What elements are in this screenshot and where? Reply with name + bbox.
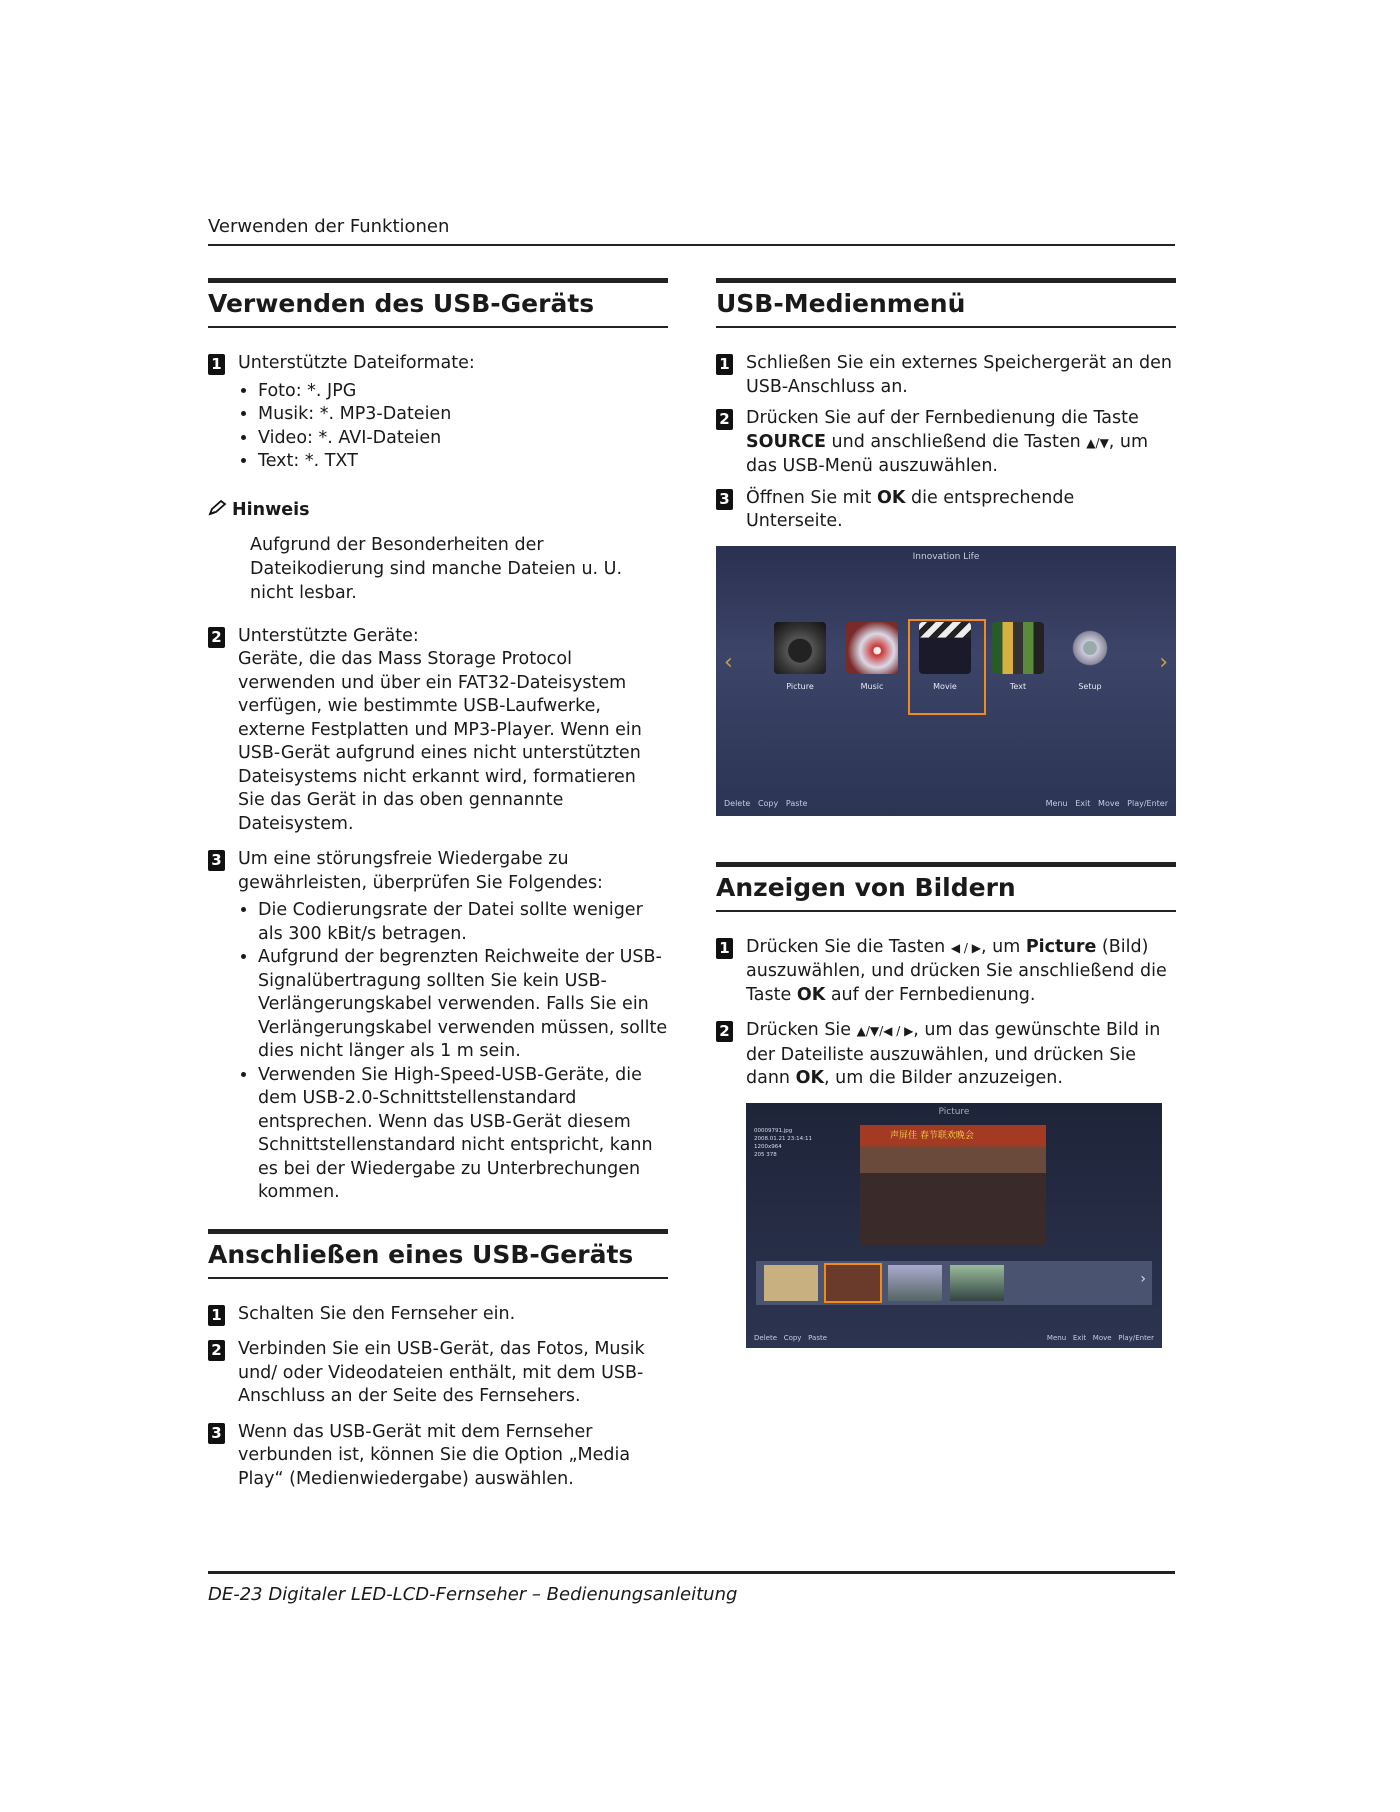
thumbnail (950, 1265, 1004, 1301)
step-number: 2 (208, 1340, 225, 1361)
menu-item-movie: Movie (913, 622, 977, 691)
thumbnail-strip (756, 1261, 1152, 1305)
format-list (238, 380, 668, 474)
step-number: 1 (716, 354, 733, 375)
section-heading-media-menu: USB-Medienmenü (716, 278, 1176, 328)
section-heading-usb-device: Verwenden des USB-Geräts (208, 278, 668, 328)
step-number: 3 (716, 489, 733, 510)
step-text: Drücken Sie auf der Fernbedienung die Taste SOURCE und anschließend die Tasten ▲/▼, um das USB-Menü auszuwählen. (746, 408, 1149, 476)
menu-item-picture: Picture (768, 622, 832, 691)
key-ok: OK (795, 1068, 825, 1088)
step-text: Drücken Sie ▲/▼/◀ / ▶, um das gewünschte Bild in der Dateiliste auszuwählen, und drücken Sie dann OK, um die Bilder anzuzeigen. (746, 1020, 1161, 1088)
brand-label: Innovation Life (912, 551, 980, 562)
step-number: 3 (208, 850, 225, 871)
running-header: Verwenden der Funktionen (208, 216, 450, 237)
step-text: Schließen Sie ein externes Speichergerät an den USB-Anschluss an. (746, 353, 1172, 397)
selection-highlight (908, 619, 986, 715)
chevron-right-icon: › (1159, 649, 1168, 675)
list-item: • Die Codierungsrate der Datei sollte weniger als 300 kBit/s betragen. (258, 899, 668, 946)
chevron-right-icon: › (1140, 1270, 1146, 1287)
step-text: Öffnen Sie mit OK die entsprechende Unterseite. (746, 487, 1075, 531)
header-rule (208, 244, 1175, 246)
picture-step-2 (716, 1019, 1176, 1091)
key-source: SOURCE (746, 431, 826, 452)
step-text: Verbinden Sie ein USB-Gerät, das Fotos, Musik und/ oder Videodateien enthält, mit dem USB-Anschluss an der Seite des Fernsehers. (238, 1339, 645, 1406)
menu-item-music: Music (840, 622, 904, 691)
list-item: • Text: *. TXT (258, 450, 668, 474)
up-down-arrows-icon: ▲/▼ (1086, 435, 1109, 450)
camera-icon (774, 622, 826, 674)
step-title: Unterstützte Geräte: (238, 625, 419, 646)
key-ok: OK (796, 984, 826, 1005)
connect-step-1 (208, 1303, 668, 1327)
list-item: • Verwenden Sie High-Speed-USB-Geräte, die dem USB-2.0-Schnittstellenstandard entsprechen. Wenn das USB-Gerät diesem Schnittstellenstandard nicht entspricht, kann es bei der Wiedergabe zu Unterbrechungen kommen. (258, 1064, 668, 1205)
step-number: 1 (716, 938, 733, 959)
screen-title: Picture (938, 1106, 970, 1117)
usb-step-1 (208, 352, 668, 474)
gear-icon (1064, 622, 1116, 674)
menu-bottom-bar: Delete Copy Paste Menu Exit Move Play/Enter (724, 798, 1168, 808)
left-right-arrows-icon: ◀ / ▶ (950, 940, 981, 955)
menu-item-text: Text (986, 622, 1050, 691)
left-column (208, 278, 668, 1503)
usb-step-2 (208, 625, 668, 837)
step-text: Um eine störungsfreie Wiedergabe zu gewährleisten, überprüfen Sie Folgendes: (238, 849, 603, 893)
step-number: 2 (716, 409, 733, 430)
requirements-list (238, 899, 668, 1205)
step-number: 2 (716, 1021, 733, 1042)
step-number: 2 (208, 627, 225, 648)
menu-step-1 (716, 352, 1176, 399)
direction-arrows-icon: ▲/▼/◀ / ▶ (856, 1024, 914, 1038)
step-text: Geräte, die das Mass Storage Protocol verwenden und über ein FAT32-Dateisystem verfügen, wie bestimmte USB-Laufwerke, externe Festplatten und MP3-Player. Wenn ein USB-Gerät aufgrund eines nicht unterstützten Dateisystems nicht erkannt wird, formatieren Sie das Gerät in das oben gennannte Dateisystem. (238, 649, 642, 834)
note-heading (208, 500, 668, 521)
chevron-left-icon: ‹ (724, 649, 733, 675)
note-text: Aufgrund der Besonderheiten der Dateikodierung sind manche Dateien u. U. nicht lesbar. (250, 534, 623, 603)
step-number: 1 (208, 1305, 225, 1326)
picture-browser-screenshot (746, 1103, 1162, 1348)
connect-step-3 (208, 1421, 668, 1492)
file-info: 00009791.jpg 2008.01.21 23:14:11 1200x964 205 378 (754, 1127, 812, 1158)
thumbnail-selected (826, 1265, 880, 1301)
usb-media-menu-screenshot (716, 546, 1176, 816)
picture-step-1 (716, 936, 1176, 1008)
photo-banner-text: 声屏佳 春节联欢晚会 (890, 1130, 974, 1141)
key-picture: Picture (1025, 936, 1097, 957)
section-heading-pictures: Anzeigen von Bildern (716, 862, 1176, 912)
thumbnail (888, 1265, 942, 1301)
step-text: Unterstützte Dateiformate: (238, 353, 475, 373)
note-label: Hinweis (232, 500, 310, 520)
step-text: Drücken Sie die Tasten ◀ / ▶, um Picture (Bild) auszuwählen, und drücken Sie anschließend die Taste OK auf der Fernbedienung. (746, 936, 1167, 1005)
right-column (716, 278, 1176, 1348)
section-heading-connect: Anschließen eines USB-Geräts (208, 1229, 668, 1279)
photo-preview (860, 1125, 1046, 1245)
step-number: 1 (208, 354, 225, 375)
browser-bottom-bar: Delete Copy Paste Menu Exit Move Play/Enter (754, 1333, 1154, 1342)
list-item: • Foto: *. JPG (258, 380, 668, 404)
binders-icon (992, 622, 1044, 674)
step-number: 3 (208, 1423, 225, 1444)
menu-step-3 (716, 487, 1176, 534)
pencil-icon (208, 500, 228, 521)
page-footer: DE-23 Digitaler LED-LCD-Fernseher – Bedienungsanleitung (208, 1584, 738, 1605)
folder-icon (764, 1265, 818, 1301)
footer-rule (208, 1571, 1175, 1574)
usb-step-3 (208, 848, 668, 1205)
step-text: Wenn das USB-Gerät mit dem Fernseher verbunden ist, können Sie die Option „Media Play“ (Medienwiedergabe) auswählen. (238, 1421, 631, 1489)
key-ok: OK (876, 487, 906, 508)
list-item: • Musik: *. MP3-Dateien (258, 403, 668, 427)
step-text: Schalten Sie den Fernseher ein. (238, 1303, 516, 1324)
list-item: • Aufgrund der begrenzten Reichweite der USB-Signalübertragung sollten Sie kein USB-Verlängerungskabel verwenden. Falls Sie ein Verlängerungskabel verwenden müssen, sollte dies nicht länger als 1 m sein. (258, 946, 668, 1064)
menu-step-2 (716, 407, 1176, 479)
music-disc-icon (846, 622, 898, 674)
connect-step-2 (208, 1338, 668, 1409)
list-item: • Video: *. AVI-Dateien (258, 427, 668, 451)
menu-item-setup: Setup (1058, 622, 1122, 691)
